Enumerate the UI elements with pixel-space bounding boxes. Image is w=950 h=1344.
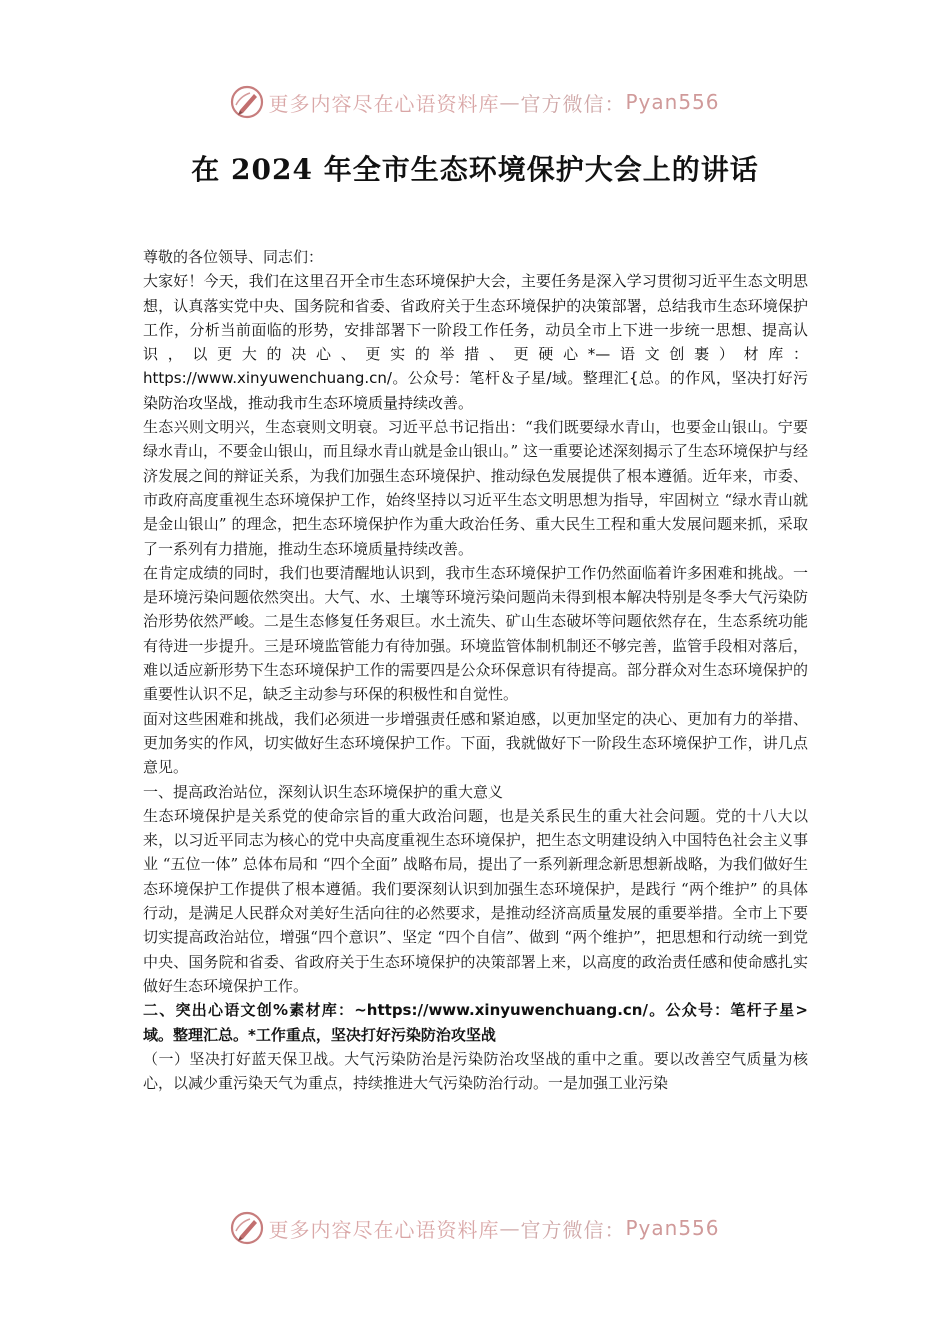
paragraph-response: 面对这些困难和挑战，我们必须进一步增强责任感和紧迫感，以更加坚定的决心、更加有力的举措、更加务实的作风，切实做好生态环境保护工作。下面，我就做好下一阶段生态环境保护工作，讲几点意见。 [143, 709, 808, 777]
watermark-text: 更多内容尽在心语资料库 [268, 91, 500, 116]
watermark-text: 更多内容尽在心语资料库 [268, 1217, 500, 1242]
watermark-account: Pyan556 [625, 90, 720, 114]
watermark-dash: — [499, 1216, 521, 1240]
watermark-label: 官方微信： [520, 1217, 626, 1242]
paragraph-blue-sky: （一）坚决打好蓝天保卫战。大气污染防治是污染防治攻坚战的重中之重。要以改善空气质量为核心，以减少重污染天气为重点，持续推进大气污染防治行动。一是加强工业污染 [143, 1049, 808, 1093]
section-heading-2: 二、突出心语文创%素材库：~https://www.xinyuwenchuang.cn/。公众号：笔杆子星>域。整理汇总。*工作重点，坚决打好污染防治攻坚战 [143, 1001, 808, 1044]
pen-logo-icon [230, 1211, 264, 1245]
document-title: 在 2024 年全市生态环境保护大会上的讲话 [191, 153, 759, 186]
watermark-banner-top [0, 82, 950, 122]
section-heading-1: 一、提高政治站位，深刻认识生态环境保护的重大意义 [143, 782, 504, 801]
watermark-banner-bottom [0, 1208, 950, 1248]
watermark-dash: — [499, 90, 521, 114]
paragraph-ecology: 生态兴则文明兴，生态衰则文明衰。习近平总书记指出：“我们既要绿水青山，也要金山银山。宁要绿水青山，不要金山银山，而且绿水青山就是金山银山。” 这一重要论述深刻揭示了生态环境保护与经济发展之间的辩证关系，为我们加强生态环境保护、推动绿色发展提供了根本遵循。近年来，市委、市政府高度重视生态环境保护工作，始终坚持以习近平生态文明思想为指导，牢固树立 “绿水青山就是金山银山” 的理念，把生态环境保护作为重大政治任务、重大民生工程和重大发展问题来抓，采取了一系列有力措施，推动生态环境质量持续改善。 [143, 418, 808, 558]
salutation: 尊敬的各位领导、同志们： [143, 248, 324, 266]
watermark-label: 官方微信： [520, 91, 626, 116]
document-body [143, 245, 808, 1095]
paragraph-challenges: 在肯定成绩的同时，我们也要清醒地认识到，我市生态环境保护工作仍然面临着许多困难和挑战。一是环境污染问题依然突出。大气、水、土壤等环境污染问题尚未得到根本解决特别是冬季大气污染防治形势依然严峻。二是生态修复任务艰巨。水土流失、矿山生态破坏等问题依然存在，生态系统功能有待进一步提升。三是环境监管能力有待加强。环境监管体制机制还不够完善，监管手段相对落后，难以适应新形势下生态环境保护工作的需要四是公众环保意识有待提高。部分群众对生态环境保护的重要性认识不足，缺乏主动参与环保的积极性和自觉性。 [143, 563, 808, 704]
paragraph-opening: 大家好！今天，我们在这里召开全市生态环境保护大会，主要任务是深入学习贯彻习近平生态文明思想，认真落实党中央、国务院和省委、省政府关于生态环境保护的决策部署，总结我市生态环境保护工作，分析当前面临的形势，安排部署下一阶段工作任务，动员全市上下进一步统一思想、提高认识，以更大的决心、更实的举措、更硬心*—语文创裹）材库：https://www.xinyuwenchuang.cn/。公众号：笔杆＆子星/域。整理汇{总。的作风，坚决打好污染防治攻坚战，推动我市生态环境质量持续改善。 [143, 272, 808, 412]
watermark-account: Pyan556 [625, 1216, 720, 1240]
pen-logo-icon [230, 85, 264, 119]
paragraph-section-1: 生态环境保护是关系党的使命宗旨的重大政治问题，也是关系民生的重大社会问题。党的十八大以来，以习近平同志为核心的党中央高度重视生态环境保护，把生态文明建设纳入中国特色社会主义事业 “五位一体” 总体布局和 “四个全面” 战略布局，提出了一系列新理念新思想新战略，为我们做好生态环境保护工作提供了根本遵循。我们要深刻认识到加强生态环境保护，是践行 “两个维护” 的具体行动，是满足人民群众对美好生活向往的必然要求，是推动经济高质量发展的重要举措。全市上下要切实提高政治站位，增强“四个意识”、坚定 “四个自信”、做到 “两个维护”，把思想和行动统一到党中央、国务院和省委、省政府关于生态环境保护的决策部署上来，以高度的政治责任感和使命感扎实做好生态环境保护工作。 [143, 806, 808, 995]
